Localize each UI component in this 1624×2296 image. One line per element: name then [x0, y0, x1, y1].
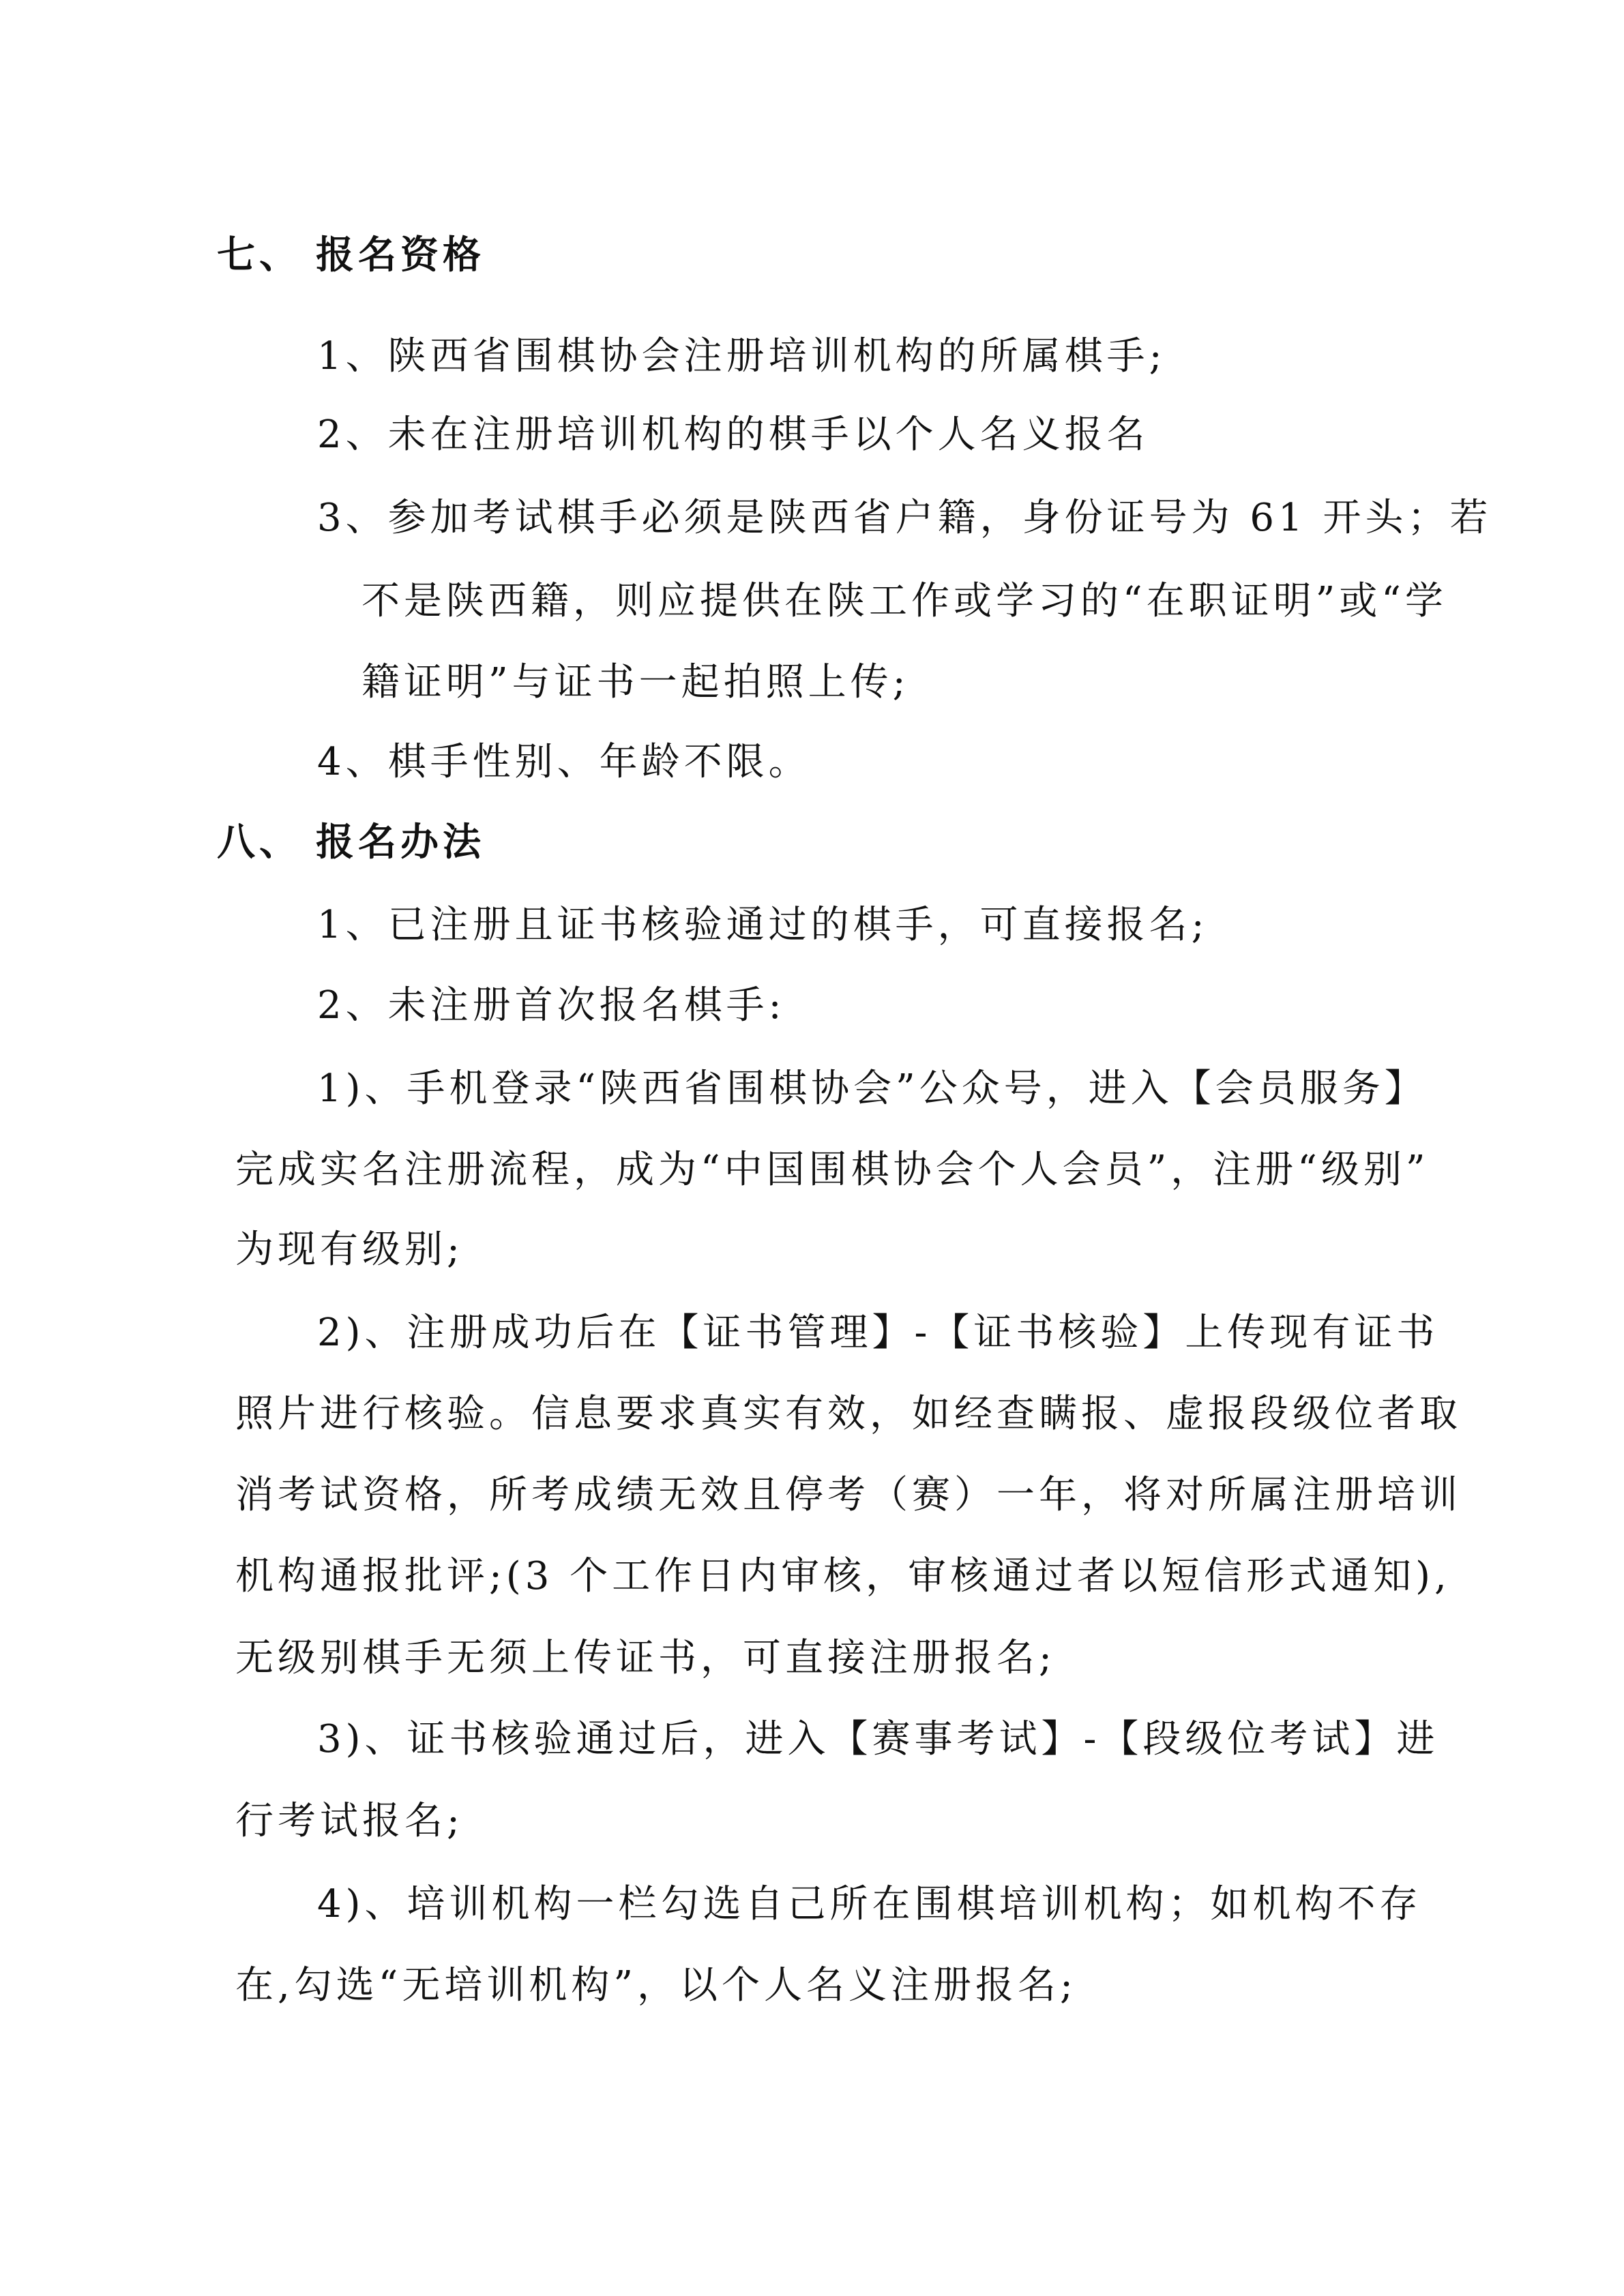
section-7-heading — [217, 228, 485, 283]
section-8-step-4: 4)、培训机构一栏勾选自己所在围棋培训机构；如机构不存 — [317, 1882, 1422, 1926]
section-8-title: 报名办法 — [316, 820, 485, 865]
section-8-step-3: 3)、证书核验通过后，进入【赛事考试】-【段级位考试】进 — [317, 1717, 1439, 1761]
section-7-item-1: 1、陕西省围棋协会注册培训机构的所属棋手; — [317, 334, 1166, 378]
section-7-item-3: 3、参加考试棋手必须是陕西省户籍，身份证号为 61 开头；若 — [317, 496, 1492, 540]
section-8-step-2-cont-2: 消考试资格，所考成绩无效且停考（赛）一年，将对所属注册培训 — [235, 1473, 1462, 1517]
section-8-step-2-cont-3: 机构通报批评;(3 个工作日内审核，审核通过者以短信形式通知), — [235, 1554, 1451, 1598]
section-7-item-4: 4、棋手性别、年龄不限。 — [317, 740, 811, 784]
section-8-item-2: 2、未注册首次报名棋手: — [317, 983, 786, 1028]
section-7-item-3-cont-1: 不是陕西籍，则应提供在陕工作或学习的“在职证明”或“学 — [361, 579, 1447, 623]
section-8-step-1-cont-2: 为现有级别; — [235, 1227, 464, 1272]
section-7-item-2: 2、未在注册培训机构的棋手以个人名义报名 — [317, 413, 1149, 457]
section-8-item-1: 1、已注册且证书核验通过的棋手，可直接报名; — [317, 903, 1209, 947]
section-8-step-2-cont-4: 无级别棋手无须上传证书，可直接注册报名; — [235, 1636, 1056, 1680]
section-8-step-4-cont-1: 在,勾选“无培训机构”，以个人名义注册报名; — [235, 1963, 1077, 2008]
section-7-item-3-cont-2: 籍证明”与证书一起拍照上传; — [361, 660, 910, 704]
section-7-number: 七、 — [217, 233, 301, 278]
section-7-title: 报名资格 — [316, 233, 485, 278]
section-8-heading — [217, 816, 485, 870]
section-8-step-2-cont-1: 照片进行核验。信息要求真实有效，如经查瞒报、虚报段级位者取 — [235, 1392, 1462, 1436]
section-8-step-1-cont-1: 完成实名注册流程，成为“中国围棋协会个人会员”，注册“级别” — [235, 1148, 1430, 1192]
section-8-step-3-cont-1: 行考试报名; — [235, 1799, 464, 1843]
section-8-step-2: 2)、注册成功后在【证书管理】-【证书核验】上传现有证书 — [317, 1311, 1439, 1355]
section-8-number: 八、 — [217, 820, 301, 865]
section-8-step-1: 1)、手机登录“陕西省围棋协会”公众号，进入【会员服务】 — [317, 1067, 1427, 1111]
